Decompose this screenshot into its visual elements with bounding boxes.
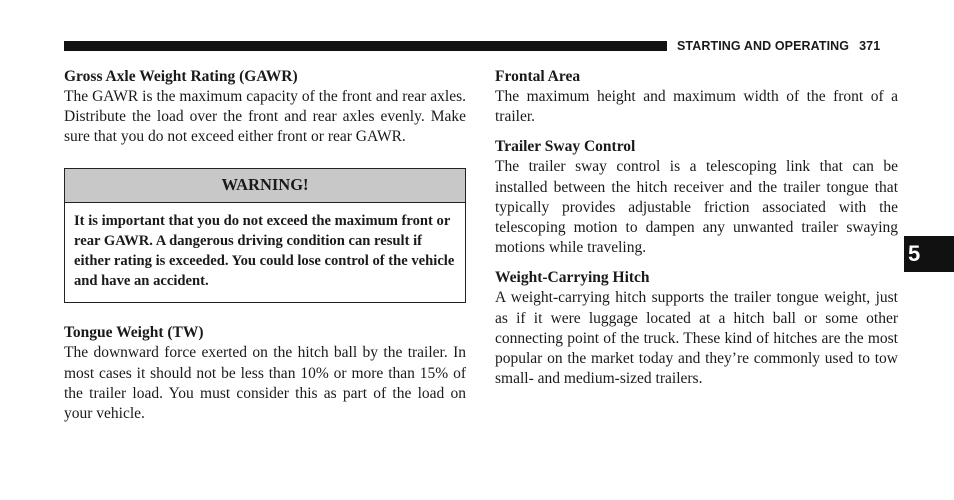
right-column (495, 67, 898, 389)
gawr-heading: Gross Axle Weight Rating (GAWR) (64, 68, 298, 85)
trailer-sway-body: The trailer sway control is a telescoping link that can be installed between the hitch receiver and the trailer tongue that typically provides adjustable friction associated with the telescoping motion to dampen any unwanted trailer swaying motions while traveling. (495, 158, 898, 257)
header-rule (64, 41, 667, 51)
tongue-weight-section (64, 323, 466, 424)
page-header (677, 38, 880, 54)
tongue-weight-heading: Tongue Weight (TW) (64, 324, 204, 342)
chapter-tab: 5 (904, 236, 954, 272)
trailer-sway-heading: Trailer Sway Control (495, 138, 636, 156)
warning-title: WARNING! (65, 169, 465, 203)
left-column (64, 67, 466, 424)
gawr-section (64, 67, 466, 148)
weight-carrying-hitch-section (495, 268, 898, 389)
section-title: STARTING AND OPERATING (677, 39, 850, 53)
weight-carrying-hitch-heading: Weight-Carrying Hitch (495, 269, 650, 287)
frontal-area-heading: Frontal Area (495, 68, 581, 85)
page-number: 371 (859, 39, 881, 53)
frontal-area-section (495, 67, 898, 127)
tongue-weight-body: The downward force exerted on the hitch ball by the trailer. In most cases it should not be less than 10% or more than 15% of the trailer load. You must consider this as part of the load on your vehicle. (64, 344, 466, 423)
frontal-area-body: The maximum height and maximum width of the front of a trailer. (495, 88, 898, 126)
warning-box (64, 168, 466, 304)
trailer-sway-section (495, 137, 898, 258)
warning-body: It is important that you do not exceed the maximum front or rear GAWR. A dangerous driving condition can result if either rating is exceeded. You could lose control of the vehicle and have an accident. (74, 212, 455, 290)
gawr-body: The GAWR is the maximum capacity of the front and rear axles. Distribute the load over the front and rear axles evenly. Make sure that you do not exceed either front or rear GAWR. (64, 88, 466, 146)
weight-carrying-hitch-body: A weight-carrying hitch supports the trailer tongue weight, just as if it were luggage located at a hitch ball or some other connecting point of the truck. These kind of hitches are the most popular on the market today and they’re commonly used to tow small- and medium-sized trailers. (495, 289, 898, 388)
